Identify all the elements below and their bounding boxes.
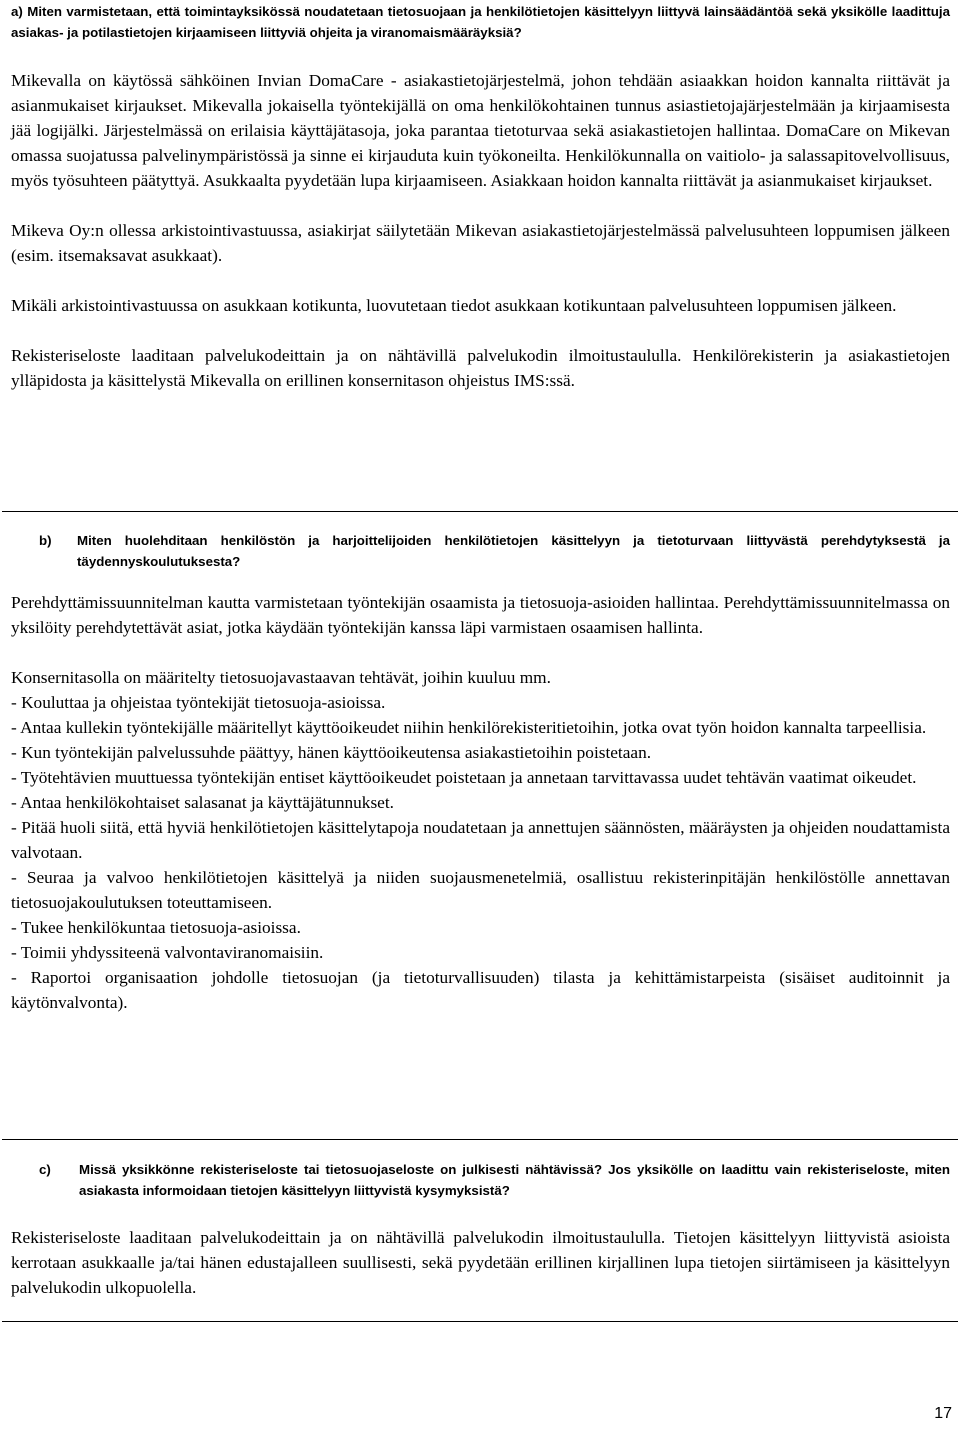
duty-item: - Kouluttaa ja ohjeistaa työntekijät tietosuoja-asioissa. [11, 693, 386, 712]
section-a-paragraph-4: Rekisteriseloste laaditaan palvelukodeittain ja on nähtävillä palvelukodin ilmoitustaululla. Henkilörekisterin ja asiakastietojen ylläpidosta ja käsittelystä Mikevalla on erillinen konsernitason ohjeistus IMS:ssä. [11, 346, 950, 390]
section-c-label: c) [39, 1162, 51, 1177]
section-b-question-block [11, 531, 950, 572]
section-c-paragraph: Rekisteriseloste laaditaan palvelukodeittain ja on nähtävillä palvelukodin ilmoitustaululla. Tietojen käsittelyyn liittyvistä asioista kerrotaan asukkaalle ja/tai hänen edustajalleen suullisesti, sekä pyydetään erillinen kirjallinen lupa tietojen siirtämiseen ja käsittelyyn palvelukodin ulkopuolella. [11, 1228, 950, 1297]
section-b-intro: Konsernitasolla on määritelty tietosuojavastaavan tehtävät, joihin kuuluu mm. [11, 668, 551, 687]
duty-item: - Seuraa ja valvoo henkilötietojen käsittelyä ja niiden suojausmenetelmiä, osallistuu rekisterinpitäjän henkilöstölle annettavan tietosuojakoulutuksen toteuttamiseen. [11, 868, 950, 912]
divider-c-end [2, 1321, 958, 1322]
duty-item: - Antaa henkilökohtaiset salasanat ja käyttäjätunnukset. [11, 793, 394, 812]
section-b-question: Miten huolehditaan henkilöstön ja harjoittelijoiden henkilötietojen käsittelyyn ja tietoturvaan liittyvästä perehdytyksestä ja täydennyskoulutuksesta? [77, 533, 950, 569]
section-b [11, 531, 950, 1015]
duty-item: - Antaa kullekin työntekijälle määritellyt käyttöoikeudet niihin henkilörekisteritietoihin, jotka ovat työn hoidon kannalta tarpeellisia. [11, 718, 927, 737]
section-c-question: Missä yksikkönne rekisteriseloste tai tietosuojaseloste on julkisesti nähtävissä? Jos yksikölle on laadittu vain rekisteriseloste, miten asiakasta informoidaan tietojen käsittelyyn liittyvistä kysymyksistä? [79, 1162, 950, 1198]
section-c [11, 1160, 950, 1300]
divider-b-c [2, 1139, 958, 1140]
divider-a-b [2, 511, 958, 512]
section-a-paragraph-3: Mikäli arkistointivastuussa on asukkaan kotikunta, luovutetaan tiedot asukkaan kotikuntaan palvelusuhteen loppumisen jälkeen. [11, 296, 897, 315]
duty-item: - Raportoi organisaation johdolle tietosuojan (ja tietoturvallisuuden) tilasta ja kehittämistarpeista (sisäiset auditoinnit ja käytönvalvonta). [11, 968, 950, 1012]
duty-item: - Pitää huoli siitä, että hyviä henkilötietojen käsittelytapoja noudatetaan ja annettujen säännösten, määräysten ja ohjeiden noudattamista valvotaan. [11, 818, 950, 862]
section-c-question-block [11, 1160, 950, 1201]
section-a-paragraph-2: Mikeva Oy:n ollessa arkistointivastuussa, asiakirjat säilytetään Mikevan asiakastietojärjestelmässä palvelusuhteen loppumisen jälkeen (esim. itsemaksavat asukkaat). [11, 221, 950, 265]
section-b-paragraph-1: Perehdyttämissuunnitelman kautta varmistetaan työntekijän osaamista ja tietosuoja-asioiden hallintaa. Perehdyttämissuunnitelmassa on yksilöity perehdytettävät asiat, jotka käydään työntekijän kanssa läpi varmistaen osaamisen hallinta. [11, 593, 950, 637]
duties-list [11, 690, 950, 1015]
section-a-paragraph-1: Mikevalla on käytössä sähköinen Invian DomaCare - asiakastietojärjestelmä, johon tehdään asiaakkan hoidon kannalta riittävät ja asianmukaiset kirjaukset. Mikevalla jokaisella työntekijällä on oma henkilökohtainen tunnus asiastietojajärjestelmään ja kirjaamisesta jää logijälki. Järjestelmässä on erilaisia käyttäjätasoja, joka parantaa tietoturvaa sekä asiakastietojen hallintaa. DomaCare on Mikevan omassa suojatussa palvelinympäristössä ja sinne ei kirjauduta kuin työkoneilta. Henkilökunnalla on vaitiolo- ja salassapitovelvollisuus, myös työsuhteen päätyttyä. Asukkaalta pyydetään lupa kirjaamiseen. Asiakkaan hoidon kannalta riittävät ja asianmukaiset kirjaukset. [11, 71, 950, 190]
duty-item: - Tukee henkilökuntaa tietosuoja-asioissa. [11, 918, 301, 937]
page-number: 17 [934, 1405, 952, 1422]
section-a [11, 2, 950, 393]
section-b-label: b) [39, 533, 52, 548]
duty-item: - Kun työntekijän palvelussuhde päättyy, hänen käyttöoikeutensa asiakastietoihin poistetaan. [11, 743, 652, 762]
section-a-question: a) Miten varmistetaan, että toimintayksikössä noudatetaan tietosuojaan ja henkilötietojen käsittelyyn liittyvä lainsäädäntöä sekä yksikölle laadittuja asiakas- ja potilastietojen kirjaamiseen liittyviä ohjeita ja viranomaismääräyksiä? [11, 4, 950, 40]
duty-item: - Toimii yhdyssiteenä valvontaviranomaisiin. [11, 943, 324, 962]
duty-item: - Työtehtävien muuttuessa työntekijän entiset käyttöoikeudet poistetaan ja annetaan tarvittavassa uudet tehtävän vaatimat oikeudet. [11, 768, 917, 787]
